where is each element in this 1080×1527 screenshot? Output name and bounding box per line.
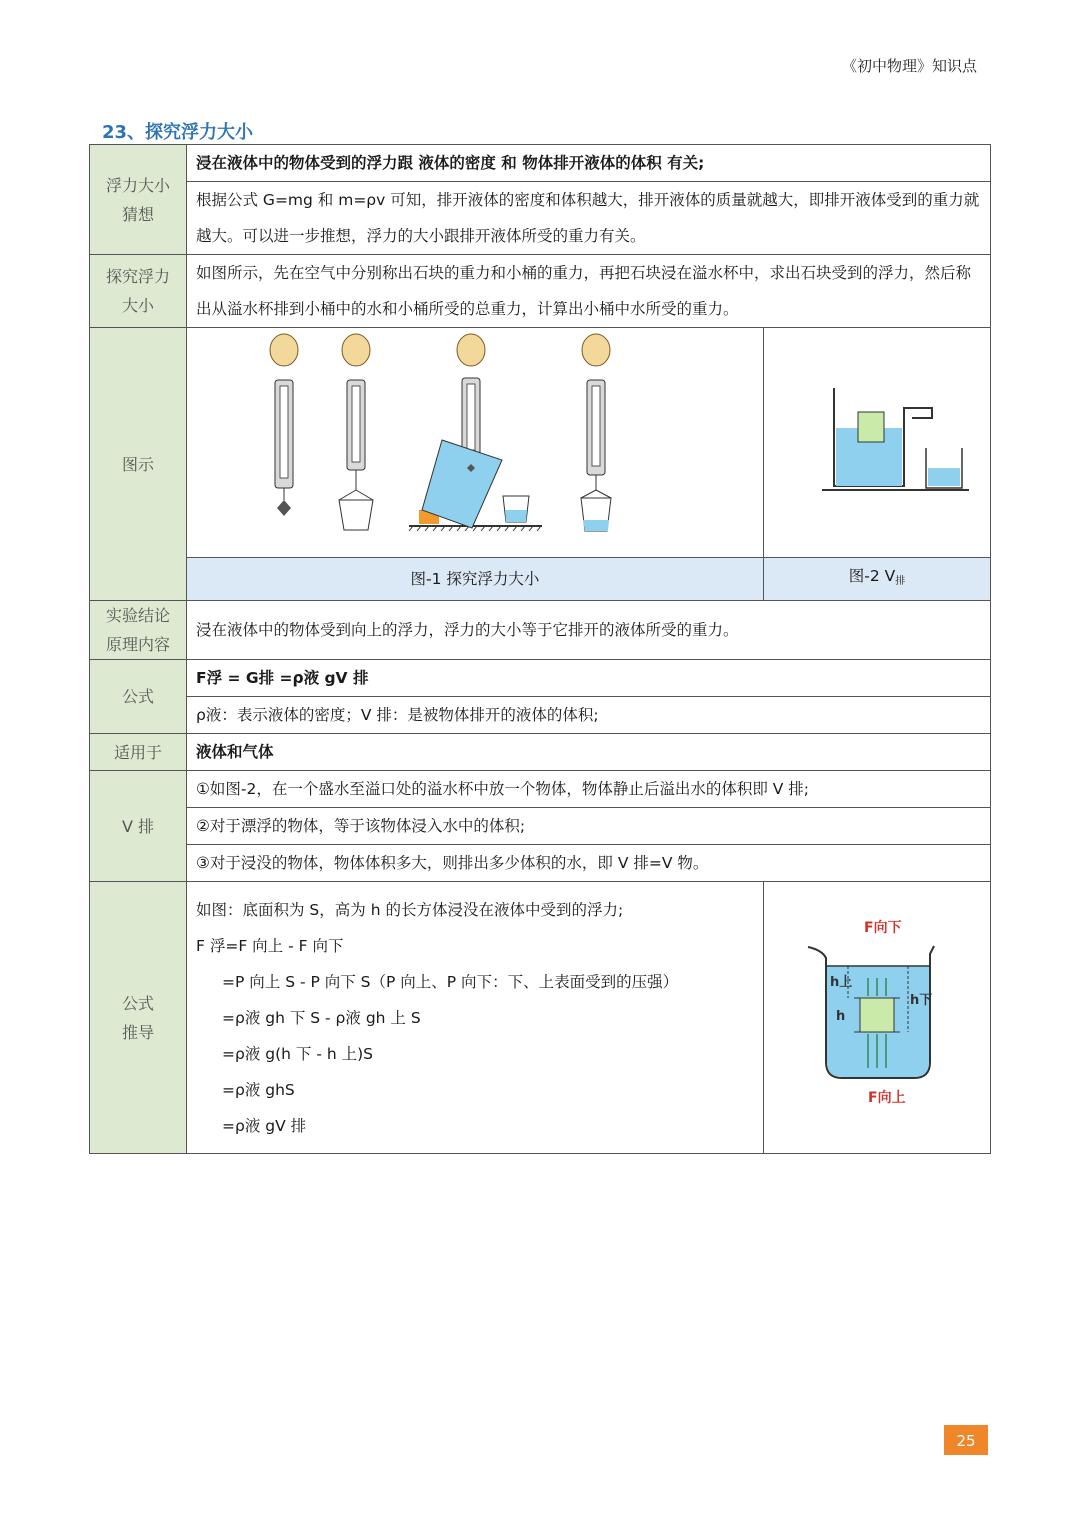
submerged-block-pressure-diagram [764,882,990,1140]
label-figure: 图示 [90,328,187,601]
conclusion-text: 浸在液体中的物体受到向上的浮力，浮力的大小等于它排开的液体所受的重力。 [187,601,991,660]
derivation-step-3: =ρ液 gh 下 S - ρ液 gh 上 S [222,1008,421,1027]
spring-scale-experiment-illustration [187,328,727,544]
svg-text:F向上: F向上 [868,1090,906,1106]
vpai-item-1: ①如图-2，在一个盛水至溢口处的溢水杯中放一个物体，物体静止后溢出水的体积即 V 排; [187,771,991,808]
vpai-item-2: ②对于漂浮的物体，等于该物体浸入水中的体积; [187,808,991,845]
overflow-cup-illustration [764,328,1024,544]
figure-2-caption: 图-2 $V_排$ [764,558,991,601]
svg-text:h上: h上 [830,975,853,990]
svg-text:h: h [836,1009,846,1024]
scale-4 [581,334,611,531]
figure-2 [764,328,991,558]
label-guess: 浮力大小猜想 [90,145,187,255]
scale-1 [270,334,298,516]
guess-line2: 根据公式 G=mg 和 m=ρv 可知，排开液体的密度和体积越大，排开液体的质量就越大，即排开液体受到的重力就越大。可以进一步推想，浮力的大小跟排开液体所受的重力有关。 [187,182,991,255]
explore-text: 如图所示，先在空气中分别称出石块的重力和小桶的重力，再把石块浸在溢水杯中，求出石块受到的浮力，然后称出从溢水杯排到小桶中的水和小桶所受的总重力，计算出小桶中水所受的重力。 [187,255,991,328]
derivation-step-5: =ρ液 ghS [222,1080,295,1099]
label-conclusion: 实验结论原理内容 [90,601,187,660]
derivation-step-6: =ρ液 gV 排 [222,1116,307,1135]
label-formula: 公式 [90,660,187,734]
label-vpai: V 排 [90,771,187,882]
svg-text:F向下: F向下 [864,920,902,936]
document-header: 《初中物理》知识点 [841,57,977,75]
derivation-intro: 如图：底面积为 S，高为 h 的长方体浸没在液体中受到的浮力; [196,900,624,919]
figure-1-caption: 图-1 探究浮力大小 [187,558,764,601]
section-title: 23、探究浮力大小 [102,122,254,143]
figure-1 [187,328,764,558]
derivation-step-2: =P 向上 S - P 向下 S（P 向上、P 向下：下、上表面受到的压强） [222,972,679,991]
applies-text: 液体和气体 [187,734,991,771]
knowledge-table [89,144,991,1154]
derivation-step-4: =ρ液 g(h 下 - h 上)S [222,1044,373,1063]
guess-line1: 浸在液体中的物体受到的浮力跟 液体的密度 和 物体排开液体的体积 有关; [187,145,991,182]
pressure-diagram-cell [764,882,991,1154]
svg-text:h下: h下 [910,993,933,1008]
formula-line1: F浮 = G排 =ρ液 gV 排 [187,660,991,697]
derivation-steps [187,882,764,1154]
formula-line2: ρ液：表示液体的密度；V 排：是被物体排开的液体的体积; [187,697,991,734]
derivation-step-1: F 浮=F 向上 - F 向下 [196,936,344,955]
page-number-badge: 25 [944,1425,988,1455]
vpai-item-3: ③对于浸没的物体，物体体积多大，则排出多少体积的水，即 V 排=V 物。 [187,845,991,882]
label-derivation: 公式推导 [90,882,187,1154]
scale-3 [419,334,529,528]
label-applies: 适用于 [90,734,187,771]
scale-2 [339,334,373,530]
label-explore: 探究浮力大小 [90,255,187,328]
